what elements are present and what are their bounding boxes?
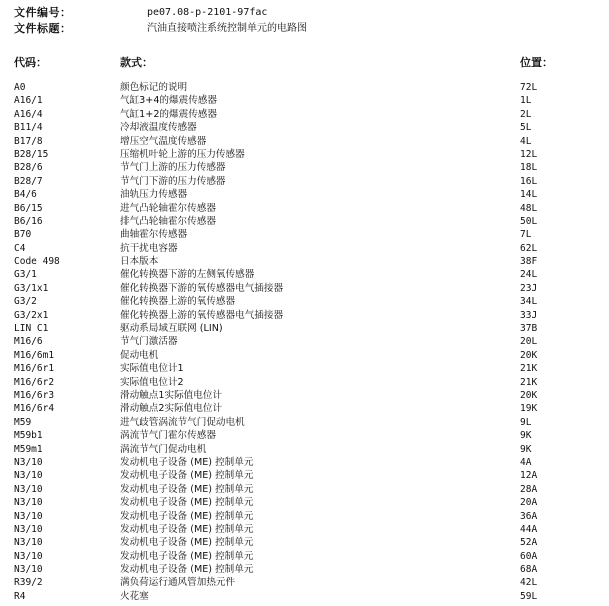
table-header: [14, 54, 554, 72]
header-desc: 款式：: [120, 56, 153, 69]
table-row: [14, 590, 554, 603]
table-row: [14, 335, 554, 348]
row-code: G3/1: [14, 269, 37, 281]
row-pos: 28A: [520, 483, 538, 495]
table-row: [14, 202, 554, 215]
table-row: [14, 135, 554, 148]
row-code: N3/10: [14, 470, 43, 482]
table-row: [14, 469, 554, 482]
table-row: [14, 510, 554, 523]
row-desc: 发动机电子设备 (ME) 控制单元: [120, 483, 254, 495]
row-pos: 19K: [520, 403, 538, 415]
table-row: [14, 242, 554, 255]
row-code: A0: [14, 82, 26, 93]
row-pos: 4A: [520, 456, 532, 468]
table-row: [14, 349, 554, 362]
row-pos: 12L: [520, 148, 538, 160]
table-row: [14, 416, 554, 429]
table-row: [14, 376, 554, 389]
row-pos: 38F: [520, 256, 538, 268]
row-pos: 44A: [520, 523, 538, 535]
row-code: N3/10: [14, 483, 43, 495]
table-row: [14, 576, 554, 589]
row-code: B28/7: [14, 175, 43, 187]
row-desc: 火花塞: [120, 590, 149, 602]
row-pos: 9K: [520, 443, 532, 455]
row-desc: 驱动系局域互联网 (LIN): [120, 323, 223, 335]
row-desc: 油轨压力传感器: [120, 189, 188, 201]
row-desc: 发动机电子设备 (ME) 控制单元: [120, 564, 254, 576]
row-code: N3/10: [14, 537, 43, 549]
row-desc: 发动机电子设备 (ME) 控制单元: [120, 470, 254, 482]
row-desc: 催化转换器下游的左侧氧传感器: [120, 269, 255, 281]
row-pos: 68A: [520, 564, 538, 576]
table-row: [14, 268, 554, 281]
row-pos: 16L: [520, 175, 538, 187]
row-pos: 21K: [520, 376, 538, 388]
row-desc: 节气门上游的压力传感器: [120, 162, 226, 174]
table-row: [14, 496, 554, 509]
doc-number-value: pe07.08-p-2101-97fac: [147, 7, 268, 18]
row-code: B4/6: [14, 189, 37, 201]
doc-title-value: 汽油直接喷注系统控制单元的电路图: [147, 23, 307, 34]
doc-number-label: 文件编号：: [14, 6, 72, 19]
table-row: [14, 483, 554, 496]
row-pos: 24L: [520, 269, 538, 281]
row-pos: 20A: [520, 497, 538, 509]
component-table: [14, 81, 554, 603]
row-code: M16/6r4: [14, 403, 55, 415]
table-row: [14, 121, 554, 134]
row-pos: 9L: [520, 416, 532, 428]
row-desc: 抗干扰电容器: [120, 242, 178, 254]
table-row: [14, 402, 554, 415]
row-pos: 2L: [520, 108, 532, 120]
row-pos: 14L: [520, 189, 538, 201]
table-row: [14, 215, 554, 228]
row-code: M59m1: [14, 443, 43, 455]
row-desc: 实际值电位计1: [120, 363, 184, 375]
table-row: [14, 536, 554, 549]
row-pos: 33J: [520, 309, 538, 321]
row-desc: 催化转换器上游的氧传感器电气插接器: [120, 309, 284, 321]
row-desc: 发动机电子设备 (ME) 控制单元: [120, 497, 254, 509]
row-pos: 20K: [520, 349, 538, 361]
table-row: [14, 108, 554, 121]
row-code: B17/8: [14, 135, 43, 147]
row-desc: 冷却液温度传感器: [120, 122, 197, 134]
row-code: B6/15: [14, 202, 43, 214]
header-code: 代码：: [14, 56, 47, 69]
row-desc: 发动机电子设备 (ME) 控制单元: [120, 523, 254, 535]
row-pos: 59L: [520, 590, 538, 602]
row-desc: 促动电机: [120, 349, 159, 361]
row-pos: 37B: [520, 323, 538, 335]
table-row: [14, 309, 554, 322]
row-code: M59: [14, 416, 32, 428]
row-code: B6/16: [14, 215, 43, 227]
table-row: [14, 295, 554, 308]
row-desc: 滑动触点2实际值电位计: [120, 403, 223, 415]
table-row: [14, 429, 554, 442]
row-desc: 涡流节气门促动电机: [120, 443, 207, 455]
row-code: C4: [14, 242, 26, 254]
row-pos: 18L: [520, 162, 538, 174]
row-pos: 5L: [520, 122, 532, 134]
row-code: N3/10: [14, 564, 43, 576]
table-row: [14, 148, 554, 161]
row-desc: 进气凸轮轴霍尔传感器: [120, 202, 216, 214]
table-row: [14, 362, 554, 375]
row-desc: 进气歧管涡流节气门促动电机: [120, 416, 245, 428]
doc-title-label: 文件标题：: [14, 22, 72, 35]
table-row: [14, 563, 554, 576]
row-code: LIN C1: [14, 323, 49, 335]
row-pos: 4L: [520, 135, 532, 147]
header-pos: 位置：: [520, 56, 553, 69]
row-code: R4: [14, 590, 26, 602]
row-pos: 50L: [520, 215, 538, 227]
row-code: M16/6r2: [14, 376, 55, 388]
row-pos: 12A: [520, 470, 538, 482]
row-desc: 催化转换器上游的氧传感器: [120, 296, 236, 308]
row-code: N3/10: [14, 523, 43, 535]
row-code: B28/6: [14, 162, 43, 174]
row-pos: 60A: [520, 550, 538, 562]
row-desc: 曲轴霍尔传感器: [120, 229, 188, 241]
table-row: [14, 282, 554, 295]
table-row: [14, 255, 554, 268]
row-desc: 发动机电子设备 (ME) 控制单元: [120, 550, 254, 562]
row-desc: 日本版本: [120, 256, 159, 268]
row-pos: 72L: [520, 82, 538, 93]
row-code: A16/1: [14, 95, 43, 107]
row-code: G3/2x1: [14, 309, 49, 321]
row-pos: 62L: [520, 242, 538, 254]
table-row: [14, 161, 554, 174]
row-desc: 催化转换器下游的氧传感器电气插接器: [120, 282, 284, 294]
row-pos: 9K: [520, 430, 532, 442]
row-desc: 气缸1+2的爆震传感器: [120, 108, 217, 120]
row-desc: 发动机电子设备 (ME) 控制单元: [120, 537, 254, 549]
row-code: M16/6m1: [14, 349, 55, 361]
row-desc: 排气凸轮轴霍尔传感器: [120, 215, 216, 227]
row-code: G3/2: [14, 296, 37, 308]
row-code: N3/10: [14, 550, 43, 562]
row-code: N3/10: [14, 456, 43, 468]
row-desc: 气缸3+4的爆震传感器: [120, 95, 217, 107]
row-desc: 节气门下游的压力传感器: [120, 175, 226, 187]
row-code: M16/6: [14, 336, 43, 348]
row-pos: 42L: [520, 577, 538, 589]
row-code: A16/4: [14, 108, 43, 120]
row-pos: 21K: [520, 363, 538, 375]
row-code: Code 498: [14, 256, 60, 268]
row-pos: 34L: [520, 296, 538, 308]
row-pos: 52A: [520, 537, 538, 549]
table-row: [14, 389, 554, 402]
row-code: M16/6r3: [14, 389, 55, 401]
row-desc: 压缩机叶轮上游的压力传感器: [120, 148, 245, 160]
table-row: [14, 175, 554, 188]
row-desc: 实际值电位计2: [120, 376, 184, 388]
row-desc: 颜色标记的说明: [120, 82, 188, 93]
row-code: N3/10: [14, 510, 43, 522]
row-code: M59b1: [14, 430, 43, 442]
table-row: [14, 456, 554, 469]
row-code: R39/2: [14, 577, 43, 589]
row-pos: 20K: [520, 389, 538, 401]
table-row: [14, 228, 554, 241]
row-desc: 发动机电子设备 (ME) 控制单元: [120, 510, 254, 522]
row-desc: 满负荷运行通风管加热元件: [120, 577, 236, 589]
row-desc: 发动机电子设备 (ME) 控制单元: [120, 456, 254, 468]
row-code: B28/15: [14, 148, 49, 160]
row-desc: 节气门激活器: [120, 336, 178, 348]
row-pos: 20L: [520, 336, 538, 348]
table-row: [14, 322, 554, 335]
table-row: [14, 443, 554, 456]
row-desc: 滑动触点1实际值电位计: [120, 389, 223, 401]
row-code: G3/1x1: [14, 282, 49, 294]
row-pos: 1L: [520, 95, 532, 107]
row-code: B70: [14, 229, 32, 241]
row-desc: 增压空气温度传感器: [120, 135, 207, 147]
table-row: [14, 81, 554, 94]
table-row: [14, 188, 554, 201]
row-code: M16/6r1: [14, 363, 55, 375]
row-pos: 23J: [520, 282, 538, 294]
table-row: [14, 523, 554, 536]
row-desc: 涡流节气门霍尔传感器: [120, 430, 216, 442]
row-pos: 36A: [520, 510, 538, 522]
row-pos: 48L: [520, 202, 538, 214]
table-row: [14, 94, 554, 107]
table-row: [14, 550, 554, 563]
row-code: B11/4: [14, 122, 43, 134]
row-pos: 7L: [520, 229, 532, 241]
row-code: N3/10: [14, 497, 43, 509]
